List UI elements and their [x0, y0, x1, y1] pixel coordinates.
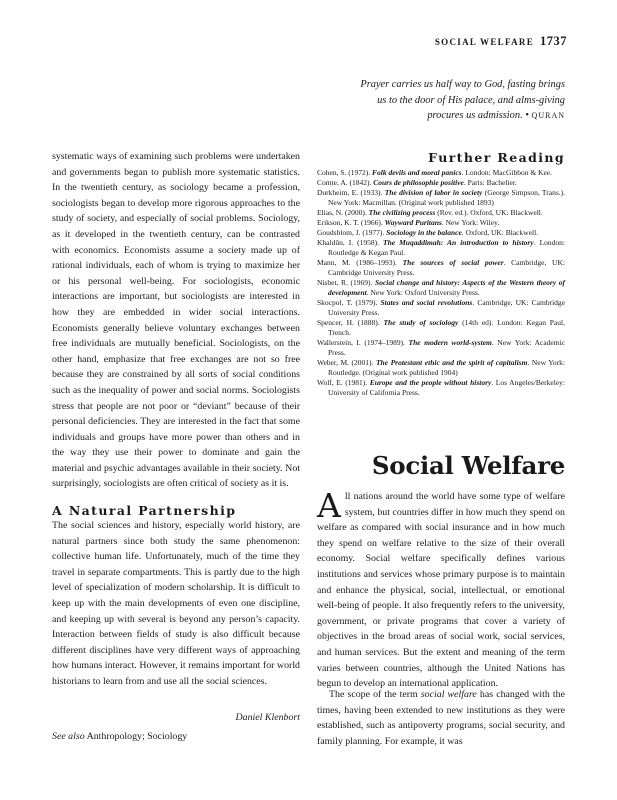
reference-item	[317, 338, 565, 358]
reference-item	[317, 298, 565, 318]
see-also-label: See also	[52, 731, 85, 742]
reference-item	[317, 218, 565, 228]
paragraph-text-end: has changed with the times, having been extended to new institutions as they were established, such as antipoverty programs, social security, and family planning. For example, it was	[317, 689, 565, 747]
epigraph-bullet: •	[525, 110, 529, 122]
body-paragraph: systematic ways of examining such problems were undertaken and governments began to publish more systematic statistics. In the twentieth century, as sociology became a profession, sociologists began to develop more rigorous approaches to the study of society, and especially of social problems. Sociology, as it developed in the twentieth century, can be contrasted with economics. Economists assume a society made up of rational individuals, each of whom is trying to maximize her or his personal well-being. For sociologists, economic interactions are important, but sociologists are interested in how they are embedded in wider social interactions. Economists generally believe voluntary exchanges between free individuals are mutually beneficial. Sociologists, on the other hand, emphasize that free exchanges are not so free because they are constrained by all sorts of social conditions such as the inequality of power and social norms. Sociologists stress that people are not poor or “deviant” because of their personal deficiencies. They are interested in the fact that some individuals and groups have more power than others and in the way they use their power to dominate and gain the material and psychic advantages available in their society. Not surprisingly, sociologists are often critical of society as it is.	[52, 151, 300, 490]
reference-publisher: . London: MacGibbon & Kee.	[461, 168, 552, 177]
reference-item	[317, 238, 565, 258]
reference-author: Goudsblom, J. (1977).	[317, 228, 387, 237]
reference-author: Skocpol, T. (1979).	[317, 298, 381, 307]
reference-publisher: . Cambridge, UK: Cambridge University Press.	[328, 298, 565, 317]
reference-publisher: . New York: Wiley.	[441, 218, 500, 227]
reference-publisher: (14th ed). London: Kegan Paul, Trench.	[328, 318, 565, 337]
reference-item	[317, 258, 565, 278]
reference-item	[317, 208, 565, 218]
reference-author: Comte, A. (1842).	[317, 178, 374, 187]
reference-author: Mann, M. (1986–1993).	[317, 258, 403, 267]
page-number: 1737	[540, 34, 567, 48]
reference-author: Elias, N. (2000).	[317, 208, 369, 217]
reference-publisher: . Oxford, UK: Blackwell.	[461, 228, 539, 237]
further-reading-heading: Further Reading	[428, 150, 565, 165]
epigraph-text: Prayer carries us half way to God, fasting brings us to the door of His palace, and alms-giving procures us admission.	[360, 79, 565, 122]
reference-item	[317, 358, 565, 378]
article-title: Social Welfare	[371, 451, 565, 480]
reference-publisher: . New York: Routledge. (Original work published 1904)	[328, 358, 565, 377]
running-head-section: SOCIAL WELFARE	[434, 37, 534, 47]
reference-item	[317, 278, 565, 298]
section-heading: A Natural Partnership	[52, 503, 237, 518]
see-also-links[interactable]: Anthropology; Sociology	[86, 731, 188, 742]
paragraph-text-start: The scope of the term	[329, 689, 421, 700]
reference-author: Wallerstein, I. (1974–1989).	[317, 338, 409, 347]
reference-publisher: (George Simpson, Trans.). New York: Macmillan. (Original work published 1893)	[328, 188, 565, 207]
running-head	[435, 34, 567, 49]
drop-cap: A	[317, 486, 341, 525]
article-paragraph	[317, 486, 565, 692]
reference-title: The modern world-system	[408, 338, 492, 347]
emphasized-term: social welfare	[420, 689, 477, 700]
reference-item	[317, 178, 565, 188]
reference-item	[317, 228, 565, 238]
reference-publisher: . Los Angeles/Berkeley: University of California Press.	[328, 378, 565, 397]
body-paragraph: The social sciences and history, especially world history, are natural partners since both study the same phenomenon: collective human life. Unfortunately, much of the time they travel in separate compartments. This is partly due to the high level of specialization of modern scholarship. It is difficult to keep up with the main developments of even one discipline, and keeping up with several is beyond any person’s capacity. Interaction between fields of study is also difficult because different disciplines have very different ways of approaching how humans interact. However, it remains important for world historians to learn from and use all the social sciences.	[52, 520, 300, 687]
reference-author: Khaldûn, I. (1958).	[317, 238, 383, 247]
reference-title: The division of labor in society	[384, 188, 483, 197]
reference-item	[317, 168, 565, 178]
reference-author: Wolf, E. (1981).	[317, 378, 370, 387]
reference-publisher: . New York: Oxford University Press.	[366, 288, 480, 297]
article-paragraph	[317, 687, 565, 749]
reference-title: The study of sociology	[383, 318, 459, 327]
reference-item	[317, 318, 565, 338]
reference-title: Social change and history: Aspects of the Western theory of development	[328, 278, 565, 297]
see-also	[52, 731, 300, 742]
epigraph-source: QURAN	[531, 111, 565, 121]
reference-author: Spencer, H. (1888).	[317, 318, 384, 327]
reference-title: Wayward Puritans	[384, 218, 442, 227]
epigraph	[350, 77, 565, 124]
reference-author: Nisbet, R. (1969).	[317, 278, 376, 287]
reference-publisher: . New York: Academic Press.	[328, 338, 566, 357]
reference-title: States and social revolutions	[380, 298, 473, 307]
reference-list	[317, 168, 565, 398]
reference-author: Durkheim, E. (1933).	[317, 188, 385, 197]
reference-item	[317, 188, 565, 208]
reference-publisher: . Cambridge, UK: Cambridge University Press.	[328, 258, 565, 277]
reference-publisher: . Paris: Bachelier.	[463, 178, 517, 187]
reference-title: The civilizing process	[368, 208, 436, 217]
reference-title: Folk devils and moral panics	[372, 168, 462, 177]
article-paragraph-text: ll nations around the world have some type of welfare system, but countries differ in how much they spend on welfare as compared with social insurance and in how much they spend on welfare relative to the size of their overall economy. Social welfare specifically defines various institutions and services whose primary purpose is to maintain and enhance the physical, social, intellectual, or emotional well-being of people. It also frequently refers to the university, government, or private programs that cover a variety of objectives in the broad areas of social work, social services, and human services. But the extent and meaning of the term varies between countries, although the United Nations has begun to develop an international application.	[317, 491, 565, 690]
reference-title: Cours de philosophie positive	[373, 178, 464, 187]
reference-title: The Protestant ethic and the spirit of capitalism	[375, 358, 528, 367]
reference-author: Erikson, K. T. (1966).	[317, 218, 385, 227]
reference-title: Europe and the people without history	[369, 378, 492, 387]
reference-author: Weber, M. (2001).	[317, 358, 376, 367]
reference-publisher: . London: Routledge & Kegan Paul.	[328, 238, 565, 257]
reference-item	[317, 378, 565, 398]
reference-title: The sources of social power	[402, 258, 504, 267]
author-signature: Daniel Klenbort	[235, 712, 300, 723]
reference-publisher: (Rev. ed.). Oxford, UK: Blackwell.	[435, 208, 543, 217]
reference-title: Sociology in the balance	[386, 228, 462, 237]
reference-title: The Muqaddimah: An introduction to history	[383, 238, 534, 247]
reference-author: Cohen, S. (1972).	[317, 168, 372, 177]
